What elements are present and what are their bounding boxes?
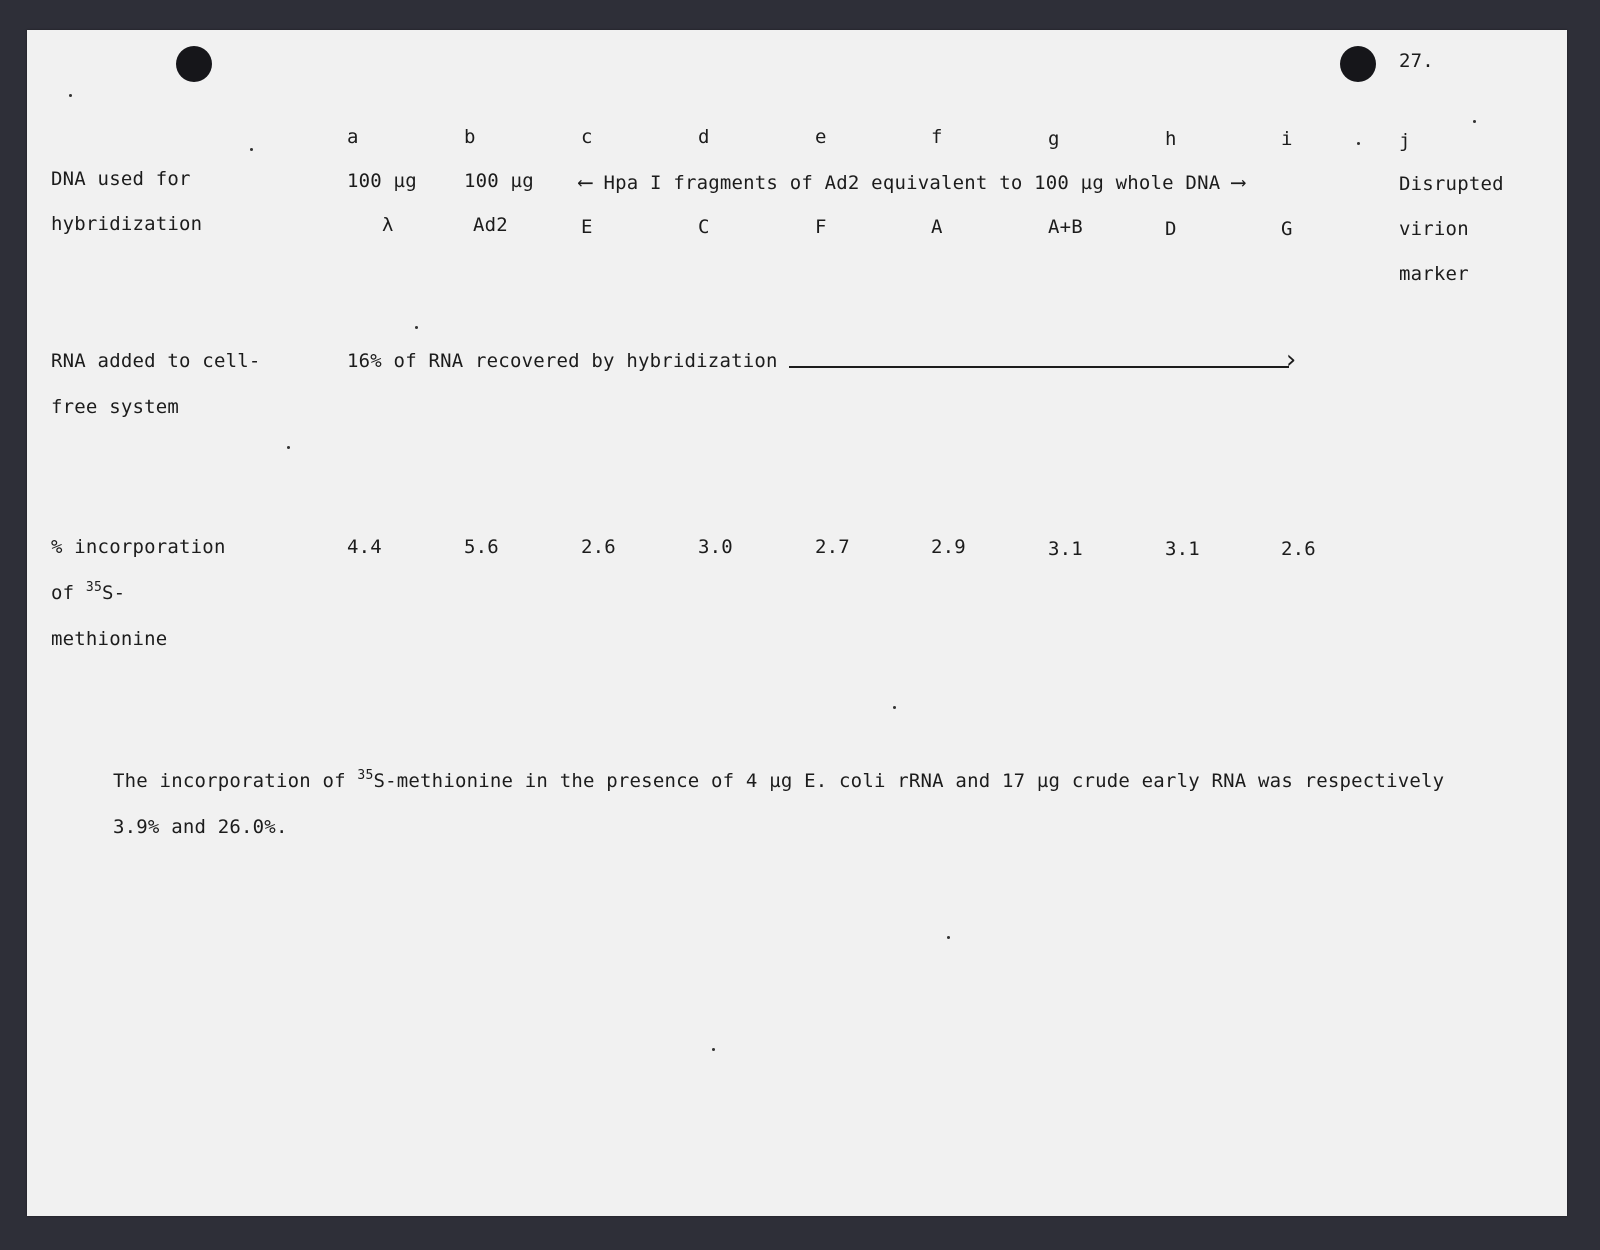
col-j-line1: Disrupted	[1399, 173, 1504, 195]
rna-recovered-text: 16% of RNA recovered by hybridization	[347, 350, 778, 372]
incorporation-value-h: 3.1	[1165, 538, 1200, 560]
fragment-a: λ	[382, 214, 394, 236]
incorporation-value-e: 2.7	[815, 536, 850, 558]
scan-speck	[69, 94, 72, 97]
punch-hole-right	[1340, 46, 1376, 82]
col-j-line3: marker	[1399, 263, 1469, 285]
incorporation-label-line2	[51, 582, 125, 604]
column-letter-e: e	[815, 126, 827, 148]
rna-extent-line	[789, 366, 1289, 368]
incorporation-value-b: 5.6	[464, 536, 499, 558]
column-letter-a: a	[347, 126, 359, 148]
fragment-c: E	[581, 216, 593, 238]
rna-arrow-head-icon: ›	[1283, 345, 1299, 375]
fragment-f: A	[931, 216, 943, 238]
column-letter-j: j	[1399, 130, 1411, 152]
col-j-line2: virion	[1399, 218, 1469, 240]
column-letter-h: h	[1165, 128, 1177, 150]
fragment-h: D	[1165, 218, 1177, 240]
fragment-d: C	[698, 216, 710, 238]
rna-label-line2: free system	[51, 396, 180, 418]
dna-amount-a: 100 µg	[347, 170, 417, 192]
page-number: 27.	[1399, 50, 1434, 72]
footnote-suffix: S-methionine in the presence of 4 µg E. coli rRNA and 17 µg crude early RNA was respectively	[373, 770, 1445, 792]
incorporation-value-f: 2.9	[931, 536, 966, 558]
scan-speck	[287, 446, 290, 449]
fragment-g: A+B	[1048, 216, 1083, 238]
column-letter-g: g	[1048, 128, 1060, 150]
footnote-line2: 3.9% and 26.0%.	[113, 816, 288, 838]
column-letter-c: c	[581, 126, 593, 148]
right-arrow-icon: ⟶	[1232, 170, 1245, 194]
fragment-i: G	[1281, 218, 1293, 240]
punch-hole-left	[176, 46, 212, 82]
dna-label-line2: hybridization	[51, 213, 203, 235]
footnote-line1	[113, 770, 1444, 792]
incorporation-label-line3: methionine	[51, 628, 168, 650]
incorporation-label-line1: % incorporation	[51, 536, 226, 558]
column-letter-i: i	[1281, 128, 1293, 150]
document-page	[27, 30, 1567, 1216]
column-letter-d: d	[698, 126, 710, 148]
label-suffix: S-	[101, 582, 126, 604]
scan-speck	[415, 326, 418, 329]
column-letter-f: f	[931, 126, 943, 148]
scan-speck	[893, 706, 896, 709]
scan-speck	[947, 936, 950, 939]
dna-label-line1: DNA used for	[51, 168, 191, 190]
scan-speck	[1357, 142, 1360, 145]
footnote-prefix: The incorporation of	[113, 770, 358, 792]
isotope-superscript: 35	[85, 580, 102, 595]
incorporation-value-g: 3.1	[1048, 538, 1083, 560]
incorporation-value-d: 3.0	[698, 536, 733, 558]
label-prefix: of	[51, 582, 86, 604]
incorporation-value-a: 4.4	[347, 536, 382, 558]
scan-speck	[712, 1048, 715, 1051]
footnote-isotope-superscript: 35	[357, 768, 374, 783]
fragment-span-text: Hpa I fragments of Ad2 equivalent to 100 µg whole DNA	[603, 172, 1221, 194]
fragment-b: Ad2	[473, 214, 508, 236]
scan-speck	[1473, 120, 1476, 123]
incorporation-value-i: 2.6	[1281, 538, 1316, 560]
rna-label-line1: RNA added to cell-	[51, 350, 261, 372]
dna-amount-b: 100 µg	[464, 170, 534, 192]
incorporation-value-c: 2.6	[581, 536, 616, 558]
scan-speck	[250, 148, 253, 151]
left-arrow-icon: ⟵	[579, 170, 592, 194]
fragment-span-label	[579, 170, 1245, 194]
fragment-e: F	[815, 216, 827, 238]
column-letter-b: b	[464, 126, 476, 148]
